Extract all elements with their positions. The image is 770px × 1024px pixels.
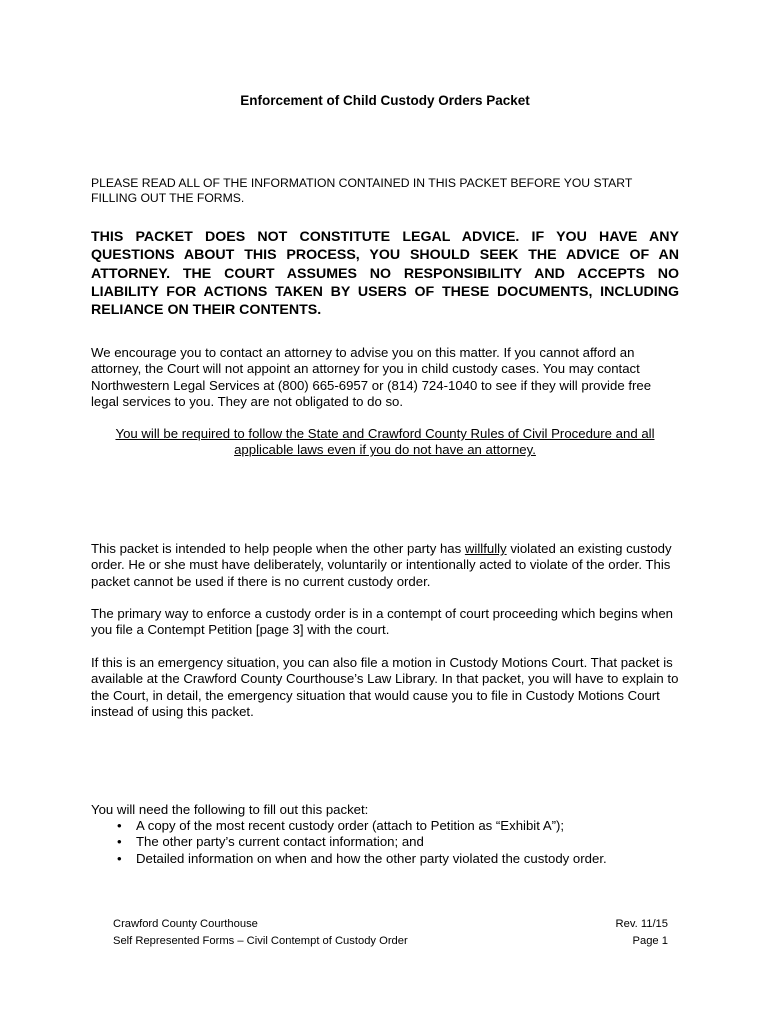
needs-list	[91, 818, 679, 867]
footer-row-bottom	[113, 933, 668, 950]
needs-intro: You will need the following to fill out this packet:	[91, 802, 369, 817]
legal-disclaimer: THIS PACKET DOES NOT CONSTITUTE LEGAL ADVICE. IF YOU HAVE ANY QUESTIONS ABOUT THIS PROCESS, YOU SHOULD SEEK THE ADVICE OF AN ATTORNEY. THE COURT ASSUMES NO RESPONSIBILITY AND ACCEPTS NO LIABILITY FOR ACTIONS TAKEN BY USERS OF THESE DOCUMENTS, INCLUDING RELIANCE ON THEIR CONTENTS.	[91, 229, 679, 319]
attorney-paragraph: We encourage you to contact an attorney to advise you on this matter. If you cannot afford an attorney, the Court will not appoint an attorney for you in child custody cases. You may contact Northwestern Legal Services at (800) 665-6957 or (814) 724-1040 to see if they will provide free legal services to you. They are not obligated to do so.	[91, 345, 652, 409]
list-item	[91, 851, 679, 867]
list-item	[91, 834, 679, 850]
bullet-icon: •	[117, 818, 122, 833]
purpose-paragraph	[91, 541, 679, 590]
rules-notice: You will be required to follow the State and Crawford County Rules of Civil Procedure and all applicable laws even if you do not have an attorney.	[115, 426, 655, 458]
list-item-text: Detailed information on when and how the other party violated the custody order.	[136, 850, 607, 866]
page-footer	[113, 916, 668, 950]
footer-page-number: Page 1	[632, 935, 668, 947]
footer-org: Crawford County Courthouse	[113, 918, 258, 930]
footer-form-name: Self Represented Forms – Civil Contempt of Custody Order	[113, 935, 408, 947]
read-instruction: PLEASE READ ALL OF THE INFORMATION CONTAINED IN THIS PACKET BEFORE YOU START FILLING OUT THE FORMS.	[91, 176, 633, 205]
primary-way-paragraph: The primary way to enforce a custody order is in a contempt of court proceeding which begins when you file a Contempt Petition [page 3] with the court.	[91, 606, 674, 638]
footer-row-top	[113, 916, 668, 933]
bullet-icon: •	[117, 834, 122, 850]
purpose-text-end: violated an existing custody order. He or she must have deliberately, voluntarily or intentionally acted to violate of the order. This packet cannot be used if there is no current custody order.	[91, 541, 672, 589]
document-title: Enforcement of Child Custody Orders Packet	[240, 93, 530, 108]
emergency-paragraph: If this is an emergency situation, you can also file a motion in Custody Motions Court. That packet is available at the Crawford County Courthouse’s Law Library. In that packet, you will have to explain to the Court, in detail, the emergency situation that would cause you to file in Custody Motions Court instead of using this packet.	[91, 655, 679, 719]
list-item-text: The other party’s current contact information; and	[136, 834, 424, 850]
list-item	[91, 818, 679, 834]
bullet-icon: •	[117, 850, 122, 866]
footer-revision: Rev. 11/15	[615, 918, 668, 930]
list-item-text: A copy of the most recent custody order (attach to Petition as “Exhibit A”);	[136, 818, 565, 833]
willfully-emphasis: willfully	[464, 541, 507, 556]
purpose-text-start: This packet is intended to help people when the other party has	[91, 541, 465, 556]
